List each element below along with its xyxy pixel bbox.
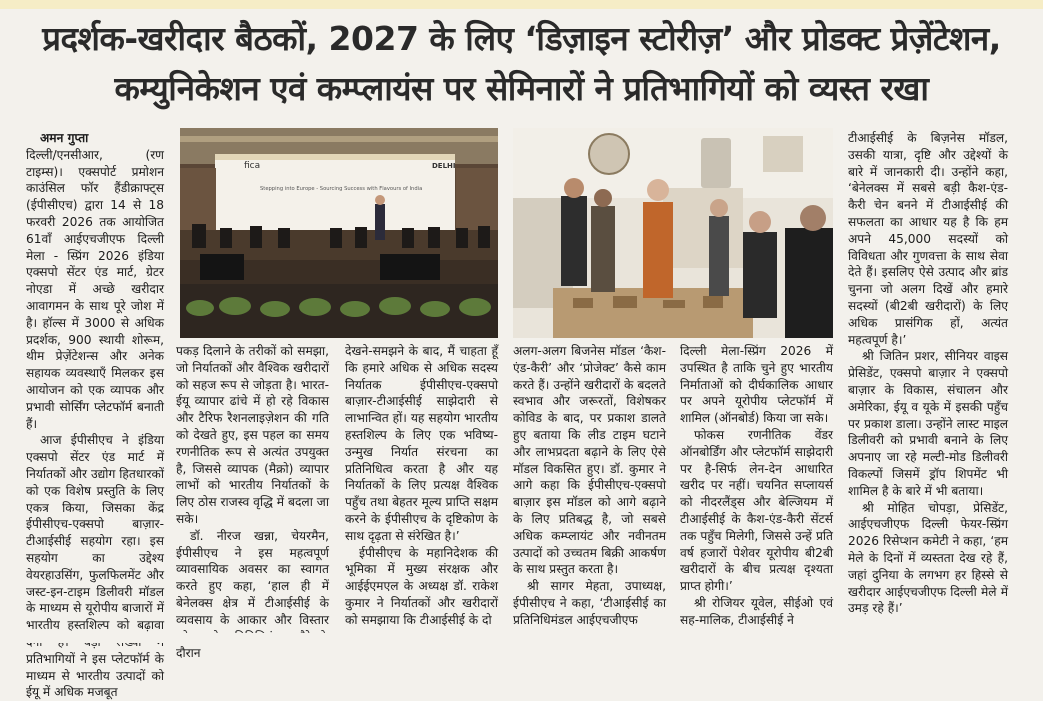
headline — [0, 14, 1043, 114]
col1-para-2: आज ईपीसीएच ने इंडिया एक्सपो सेंटर एंड मार्ट में निर्यातकों और उद्योग हितधारकों को एक विशेष प्रस्तुति के लिए एकत्र किया, जिसका केंद्र ईपीसीएच-एक्सपो बाज़ार-टीआईसीई सहयोग रहा। इस सहयोग का उद्देश्य वेयरहाउसिंग, फुलफिलमेंट और जस्ट-इन-टाइम डिलीवरी मॉडल के माध्यम से यूरोपीय बाजारों में भारतीय हस्तशिल्प को बढ़ावा प्रतिभागियों ने इस प्लेटफॉर्म के माध्यम से भारतीय उत्पादों को ईयू में अधिक मजबूत — [26, 433, 164, 700]
column-2 — [176, 343, 329, 661]
col1-para-1: एक्सपोर्ट प्रमोशन काउंसिल फॉर हैंडीक्राफ्ट्स (ईपीसीएच) द्वारा 14 से 18 फरवरी 2026 तक आयोजित 61वाँ आईएचजीएफ दिल्ली मेला - स्प्रिंग 2026 इंडिया एक्सपो सेंटर एंड मार्ट, ग्रेटर नोएडा में अच्छे खरीदार आवागमन के साथ पूरे जोश में है। हॉल्स में 3000 से अधिक प्रदर्शक, 900 स्थायी शोरूम, थीम प्रेज़ेंटेशन्स और अनेक सहायक व्यवस्थाएँ मिलकर इस आयोजन को एक व्यापक और प्रभावी सोर्सिंग प्लेटफॉर्म बनाती हैं। — [26, 164, 164, 431]
stall-visit-image — [513, 128, 833, 338]
bottom-strip — [0, 633, 1043, 643]
col3-para-2: ईपीसीएच के महानिदेशक की भूमिका में मुख्य संरक्षक और आईईएमएल के अध्यक्ष डॉ. राकेश कुमार ने निर्यातकों और खरीदारों को समझाया कि टीआईसीई के दो — [345, 545, 498, 627]
photo-conference-stage — [180, 128, 498, 338]
column-4 — [513, 343, 666, 633]
col4-para-1: अलग-अलग बिजनेस मॉडल ‘कैश-एंड-कैरी’ और ‘प्रोजेक्ट’ कैसे काम करते हैं। उन्होंने खरीदारों के बदलते स्वभाव और जरूरतों, विशेषकर कोविड के बाद, पर प्रकाश डालते हुए बताया कि लीड टाइम घटाने और लाभप्रदता बढ़ाने के लिए ऐसे मॉडल विकसित हुए। डॉ. कुमार ने आगे कहा कि ईपीसीएच-एक्सपो बाज़ार इस मॉडल को आगे बढ़ाने के लिए प्रतिबद्ध है, जो सबसे अधिक कम्प्लायंट और नवीनतम उत्पादों को उच्चतम बिक्री आकर्षण के साथ प्रस्तुत करता है। — [513, 344, 666, 577]
banner-brand: fica — [244, 161, 261, 171]
col2-para-2: डॉ. नीरज खन्ना, चेयरमैन, ईपीसीएच ने इस महत्वपूर्ण व्यावसायिक अवसर का स्वागत करते हुए कहा, ‘हाल ही में बेनेलक्स क्षेत्र में टीआईसीई के व्यवसाय के आकार और विस्तार दौरान — [176, 528, 329, 661]
banner-title: Stepping into Europe - Sourcing Success with Flavours of India — [260, 186, 423, 192]
col2-para-1: पकड़ दिलाने के तरीकों को समझा, जो निर्यातकों और वैश्विक खरीदारों को सहज रूप से जोड़ता है। भारत-ईयू व्यापार ढांचे में हो रहे विकास और टैरिफ रैशनलाइज़ेशन की गति को देखते हुए, इस पहल का समय रणनीतिक रूप से अत्यंत उपयुक्त है, जिससे व्यापक (मैक्रो) व्यापार लाभों को भारतीय निर्यातकों के लिए ठोस राजस्व वृद्धि में बदला जा सके। — [176, 344, 329, 526]
banner-right: DELHI — [432, 162, 456, 170]
byline-author: अमन गुप्ता — [40, 131, 89, 145]
conference-stage-image — [180, 128, 498, 338]
col4-para-2: श्री सागर मेहता, उपाध्यक्ष, ईपीसीएच ने कहा, ‘टीआईसीई का प्रतिनिधिमंडल आईएचजीएफ — [513, 579, 666, 627]
column-5 — [680, 343, 833, 633]
headline-line-1: प्रदर्शक-खरीदार बैठकों, 2027 के लिए ‘डिज़ाइन स्टोरीज़’ और प्रोडक्ट प्रेज़ेंटेशन, — [42, 19, 1001, 58]
column-1 — [26, 130, 164, 700]
col6-para-1: टीआईसीई के बिज़नेस मॉडल, उसकी यात्रा, दृष्टि और उद्देश्यों के बारे में जानकारी दी। उन्होंने कहा, ‘बेनेलक्स में सबसे बड़ी कैश-एंड-कैरी चेन बनने में टीआईसीई की सफलता का आधार यह है कि हम अपने 45,000 सदस्यों को विविधता और गुणवत्ता के साथ सेवा देते हैं। इसलिए ऐसे उत्पाद और ब्रांड चुनना जो अलग दिखें और हमारे सदस्यों (बी2बी खरीदारों) के लिए अधिक प्रासंगिक हों, अत्यंत महत्वपूर्ण है।’ — [848, 131, 1008, 347]
photo-stall-visit — [513, 128, 833, 338]
column-3 — [345, 343, 498, 633]
byline-place-text: दिल्ली/एनसीआर, (रण टाइम्स)। — [26, 147, 164, 179]
col5-para-1: दिल्ली मेला-स्प्रिंग 2026 में उपस्थित है ताकि चुने हुए भारतीय निर्माताओं को दीर्घकालिक आधार पर अपने यूरोपीय प्लेटफॉर्म में शामिल (ऑनबोर्ड) किया जा सके। — [680, 344, 833, 426]
headline-line-2: कम्युनिकेशन एवं कम्प्लायंस पर सेमिनारों ने प्रतिभागियों को व्यस्त रखा — [114, 69, 929, 108]
col5-para-2: फोकस रणनीतिक वेंडर ऑनबोर्डिंग और प्लेटफॉर्म साझेदारी पर है-सिर्फ लेन-देन आधारित खरीद पर नहीं। चयनित सप्लायर्स को नीदरलैंड्स और बेल्जियम में टीआईसीई के कैश-एंड-कैरी सेंटर्स तक पहुँच मिलेगी, जिससे उन्हें प्रति वर्ष हजारों पेशेवर यूरोपीय बी2बी खरीदारों के बीच प्रत्यक्ष दृश्यता प्राप्त होगी।’ — [680, 427, 833, 594]
col6-para-2: श्री जितिन प्रशर, सीनियर वाइस प्रेसिडेंट, एक्सपो बाज़ार ने एक्सपो बाज़ार के विकास, संचालन और अमेरिका, ईयू व यूके में इसकी पहुँच पर प्रकाश डाला। उन्होंने लास्ट माइल डिलीवरी को प्रभावी बनाने के लिए अपनाए जा रहे मल्टी-मोड डिलीवरी विकल्पों जिसमें ड्रॉप शिपमेंट भी शामिल है के बारे में भी बताया। — [848, 349, 1008, 498]
col3-para-1: देखने-समझने के बाद, मैं चाहता हूँ कि हमारे अधिक से अधिक सदस्य निर्यातक ईपीसीएच-एक्सपो बाज़ार-टीआईसीई साझेदारी से लाभान्वित हों। यह सहयोग भारतीय हस्तशिल्प के लिए एक भविष्य-उन्मुख निर्यात संरचना का प्रतिनिधित्व करता है और यह निर्यातकों के लिए प्रत्यक्ष वैश्विक पहुँच तथा बेहतर मूल्य प्राप्ति सक्षम करने के ईपीसीएच के दृष्टिकोण के साथ दृढ़ता से संरेखित है।’ — [345, 344, 498, 543]
byline-place — [26, 147, 164, 433]
column-6 — [848, 130, 1008, 633]
col6-para-3: श्री मोहित चोपड़ा, प्रेसिडेंट, आईएचजीएफ दिल्ली फेयर-स्प्रिंग 2026 रिसेप्शन कमेटी ने कहा, ‘हम मेले के दिनों में व्यस्तता देख रहे हैं, जहां दुनिया के लगभग हर हिस्से से खरीदार आईएचजीएफ दिल्ली मेले में उमड़ रहे हैं।’ — [848, 500, 1008, 616]
col5-para-3: श्री रोजियर यूवेल, सीईओ एवं सह-मालिक, टीआईसीई ने — [680, 595, 833, 627]
top-border — [0, 0, 1043, 9]
